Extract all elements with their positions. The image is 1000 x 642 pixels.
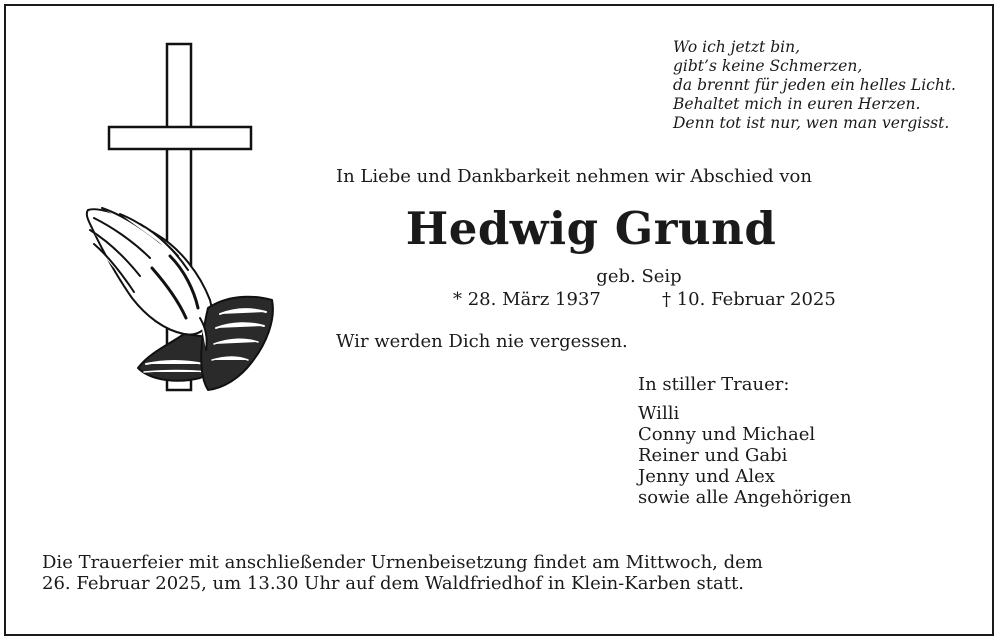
farewell-intro: In Liebe und Dankbarkeit nehmen wir Abschied von	[336, 166, 812, 187]
mourner-name: sowie alle Angehörigen	[638, 487, 852, 508]
mourners-list	[638, 374, 852, 508]
poem	[673, 38, 956, 133]
mourner-name: Willi	[638, 403, 680, 424]
poem-line: da brennt für jeden ein helles Licht.	[673, 76, 956, 94]
poem-line: gibt’s keine Schmerzen,	[673, 57, 863, 75]
birth-date: * 28. März 1937	[453, 289, 601, 310]
mourner-name: Jenny und Alex	[638, 466, 775, 487]
maiden-name: geb. Seip	[596, 266, 682, 287]
mourner-name: Reiner und Gabi	[638, 445, 788, 466]
death-date: † 10. Februar 2025	[662, 289, 836, 310]
never-forget-text: Wir werden Dich nie vergessen.	[336, 331, 628, 352]
deceased-name: Hedwig Grund	[405, 202, 777, 255]
poem-line: Denn tot ist nur, wen man vergisst.	[673, 114, 950, 132]
mourning-header: In stiller Trauer:	[638, 374, 790, 395]
funeral-line: Die Trauerfeier mit anschließender Urnenbeisetzung findet am Mittwoch, dem	[42, 552, 763, 573]
poem-line: Behaltet mich in euren Herzen.	[673, 95, 921, 113]
cross-praying-hands-illustration	[80, 38, 280, 398]
funeral-line: 26. Februar 2025, um 13.30 Uhr auf dem Waldfriedhof in Klein-Karben statt.	[42, 573, 744, 594]
poem-line: Wo ich jetzt bin,	[673, 38, 801, 56]
mourner-name: Conny und Michael	[638, 424, 816, 445]
funeral-info	[42, 552, 763, 594]
